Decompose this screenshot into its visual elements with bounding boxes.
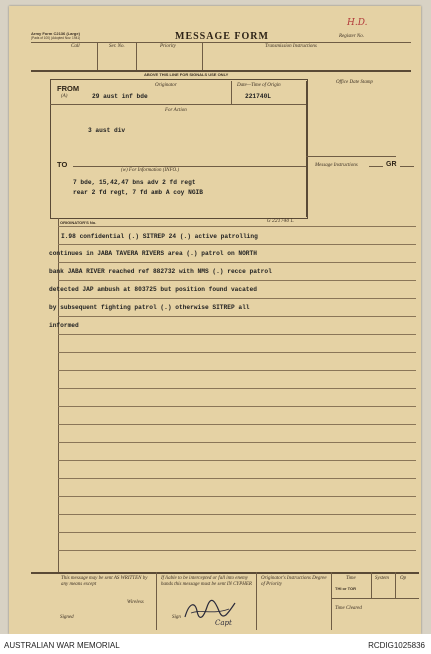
ser-no-label: Ser. No. bbox=[109, 44, 125, 49]
wireless-label: Wireless bbox=[127, 600, 144, 605]
handwritten-mark: H.D. bbox=[347, 18, 368, 28]
intercept-note: If liable to be intercepted or fall into enemy hands this message must be sent IN CYPHER bbox=[161, 576, 252, 587]
send-as-written-note: This message may be sent AS WRITTEN by any means except bbox=[61, 576, 148, 587]
handwritten-reference: G 221740 L bbox=[267, 219, 294, 224]
originator-instructions-label: Originator's Instructions Degree of Priority bbox=[261, 576, 327, 587]
time-label: Time bbox=[346, 576, 356, 581]
call-label: Call bbox=[71, 44, 80, 49]
army-form-sub: (Pads of 100) (Adopted Nov. 1941) bbox=[31, 36, 81, 40]
info-line-1: 7 bde, 15,42,47 bns adv 2 fd regt bbox=[73, 179, 196, 186]
transmission-label: Transmission Instructions bbox=[265, 44, 317, 49]
date-time-label: Date—Time of Origin bbox=[237, 83, 281, 88]
message-instructions-label: Message Instructions bbox=[315, 163, 358, 168]
signed-label: Signed bbox=[60, 615, 74, 620]
originator-label: Originator bbox=[155, 83, 177, 88]
message-line-4: detected JAP ambush at 803725 but position found vacated bbox=[49, 286, 257, 293]
gr-label: GR bbox=[386, 161, 397, 168]
time-cleared-label: Time Cleared bbox=[335, 606, 362, 611]
register-no-label: Register No. bbox=[339, 34, 364, 39]
for-action-label: For Action bbox=[165, 108, 187, 113]
op-label: Op bbox=[400, 576, 407, 581]
to-label: TO bbox=[57, 160, 68, 169]
message-line-2: continues in JABA TAVERA RIVERS area (.) patrol on NORTH bbox=[49, 250, 257, 257]
info-label: (w) For Information (INFO.) bbox=[121, 168, 180, 173]
system-label: System bbox=[375, 576, 389, 581]
message-line-5: by subsequent fighting patrol (.) otherwise SITREP all bbox=[49, 304, 250, 311]
info-line-2: rear 2 fd regt, 7 fd amb A coy NGIB bbox=[73, 189, 203, 196]
from-sub: (A) bbox=[61, 94, 68, 99]
form-title: MESSAGE FORM bbox=[175, 31, 269, 42]
from-label: FROM bbox=[57, 84, 80, 93]
date-time-value: 221740L bbox=[245, 93, 271, 100]
archive-name: AUSTRALIAN WAR MEMORIAL bbox=[4, 641, 120, 650]
above-line-note: ABOVE THIS LINE FOR SIGNALS USE ONLY bbox=[144, 72, 229, 77]
originator-value: 29 aust inf bde bbox=[92, 93, 148, 100]
sign-label: Sign bbox=[172, 615, 181, 620]
army-form-id: Army Form C2136 (Large) bbox=[31, 31, 80, 36]
message-form-sheet bbox=[9, 6, 421, 634]
message-line-3: bank JABA RIVER reached ref 882732 with NMS (.) recce patrol bbox=[49, 268, 272, 275]
office-date-stamp-label: Office Date Stamp bbox=[336, 80, 373, 85]
rank-value: Capt bbox=[215, 619, 232, 627]
message-line-6: informed bbox=[49, 322, 79, 329]
message-line-1: I.98 confidential (.) SITREP 24 (.) active patrolling bbox=[61, 233, 258, 240]
archive-id: RCDIG1025836 bbox=[368, 641, 425, 650]
originators-no-label: ORIGINATOR'S No. bbox=[60, 220, 97, 225]
for-action-value: 3 aust div bbox=[88, 127, 126, 134]
priority-label: Priority bbox=[160, 44, 176, 49]
thi-or-tor-label: THI or TOR bbox=[335, 586, 357, 591]
archive-footer bbox=[0, 634, 431, 654]
